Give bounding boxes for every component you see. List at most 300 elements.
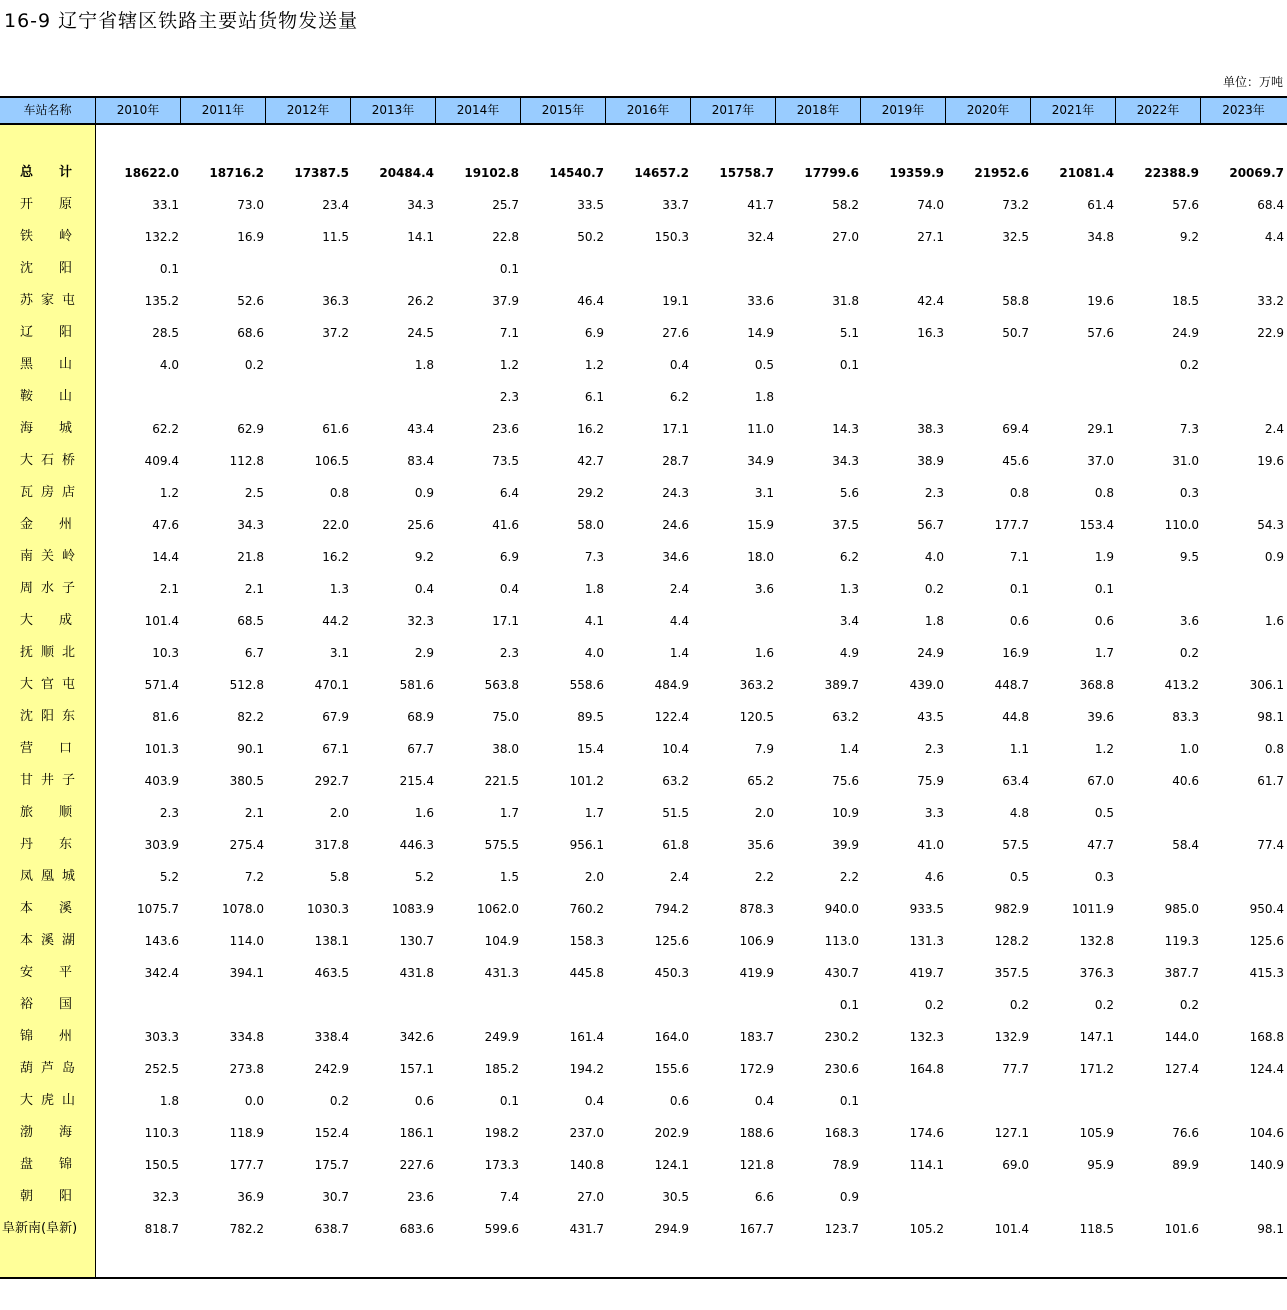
value-cell: 0.2 <box>924 582 944 596</box>
value-cell: 58.8 <box>1002 294 1029 308</box>
table-row <box>0 541 1287 573</box>
header-year: 2012年 <box>266 98 351 123</box>
value-cell: 2.0 <box>754 806 774 820</box>
value-cell: 10.4 <box>662 742 689 756</box>
value-cell <box>604 989 689 1021</box>
value-cell: 121.8 <box>739 1158 774 1172</box>
value-cell: 21.8 <box>237 550 264 564</box>
value-cell: 37.9 <box>492 294 519 308</box>
value-cell: 19.6 <box>1257 454 1284 468</box>
table-row <box>0 861 1287 893</box>
value-cell: 57.5 <box>1002 838 1029 852</box>
value-cell: 114.0 <box>229 934 264 948</box>
value-cell: 14.4 <box>152 550 179 564</box>
station-name-text: 黑 山 <box>20 357 73 372</box>
value-cell: 37.2 <box>322 326 349 340</box>
value-cell: 0.9 <box>1264 550 1284 564</box>
station-name <box>0 541 96 573</box>
value-cell <box>1199 349 1284 381</box>
header-station: 车站名称 <box>0 98 96 123</box>
value-cell: 22.9 <box>1257 326 1284 340</box>
value-cell: 6.1 <box>584 390 604 404</box>
value-cell: 342.4 <box>144 966 179 980</box>
value-cell: 599.6 <box>484 1222 519 1236</box>
value-cell <box>519 989 604 1021</box>
value-cell: 0.9 <box>414 486 434 500</box>
value-cell: 1.9 <box>1094 550 1114 564</box>
value-cell <box>944 253 1029 285</box>
value-cell: 101.2 <box>569 774 604 788</box>
station-name <box>0 1213 96 1245</box>
value-cell: 0.3 <box>1094 870 1114 884</box>
value-cell: 23.4 <box>322 198 349 212</box>
value-cell: 1.2 <box>584 358 604 372</box>
value-cell: 2.5 <box>244 486 264 500</box>
value-cell: 2.3 <box>924 742 944 756</box>
station-name <box>0 445 96 477</box>
value-cell: 38.3 <box>917 422 944 436</box>
value-cell: 101.6 <box>1164 1222 1199 1236</box>
value-cell: 878.3 <box>739 902 774 916</box>
station-name-text: 大官屯 <box>20 677 84 692</box>
value-cell: 1.6 <box>754 646 774 660</box>
value-cell: 0.2 <box>924 998 944 1012</box>
value-cell: 73.0 <box>237 198 264 212</box>
value-cell <box>1114 253 1199 285</box>
value-cell: 230.6 <box>824 1062 859 1076</box>
value-cell: 44.8 <box>1002 710 1029 724</box>
total-row <box>0 157 1287 189</box>
value-cell: 45.6 <box>1002 454 1029 468</box>
value-cell: 0.3 <box>1179 486 1199 500</box>
value-cell: 2.4 <box>669 582 689 596</box>
table-row <box>0 605 1287 637</box>
table-row <box>0 573 1287 605</box>
value-cell: 2.0 <box>584 870 604 884</box>
value-cell: 138.1 <box>314 934 349 948</box>
table-header <box>0 96 1287 125</box>
value-cell: 0.2 <box>1179 998 1199 1012</box>
value-cell: 34.9 <box>747 454 774 468</box>
value-cell <box>434 989 519 1021</box>
value-cell: 2.4 <box>1264 422 1284 436</box>
station-name <box>0 477 96 509</box>
value-cell: 0.8 <box>1094 486 1114 500</box>
value-cell: 4.1 <box>584 614 604 628</box>
value-cell: 34.8 <box>1087 230 1114 244</box>
value-cell: 39.6 <box>1087 710 1114 724</box>
value-cell: 0.6 <box>1094 614 1114 628</box>
value-cell: 58.4 <box>1172 838 1199 852</box>
value-cell: 16.2 <box>577 422 604 436</box>
value-cell: 78.9 <box>832 1158 859 1172</box>
value-cell <box>1029 1085 1114 1117</box>
value-cell: 147.1 <box>1079 1030 1114 1044</box>
table-row <box>0 957 1287 989</box>
table-row <box>0 1021 1287 1053</box>
value-cell: 76.6 <box>1172 1126 1199 1140</box>
value-cell: 32.3 <box>152 1190 179 1204</box>
value-cell: 132.3 <box>909 1030 944 1044</box>
station-name <box>0 893 96 925</box>
header-year: 2017年 <box>691 98 776 123</box>
table-row <box>0 221 1287 253</box>
table-row <box>0 1213 1287 1245</box>
value-cell: 120.5 <box>739 710 774 724</box>
station-name <box>0 349 96 381</box>
station-name-text: 朝 阳 <box>20 1189 73 1204</box>
value-cell: 110.0 <box>1164 518 1199 532</box>
value-cell: 450.3 <box>654 966 689 980</box>
value-cell: 221.5 <box>484 774 519 788</box>
value-cell: 3.6 <box>1179 614 1199 628</box>
station-name <box>0 925 96 957</box>
header-year: 2022年 <box>1116 98 1201 123</box>
value-cell: 54.3 <box>1257 518 1284 532</box>
station-name <box>0 1149 96 1181</box>
station-name <box>0 989 96 1021</box>
value-cell: 4.0 <box>584 646 604 660</box>
value-cell: 19.1 <box>662 294 689 308</box>
value-cell: 0.2 <box>244 358 264 372</box>
station-name <box>0 573 96 605</box>
value-cell: 153.4 <box>1079 518 1114 532</box>
value-cell: 303.3 <box>144 1030 179 1044</box>
value-cell: 110.3 <box>144 1126 179 1140</box>
value-cell <box>264 381 349 413</box>
value-cell: 2.2 <box>839 870 859 884</box>
value-cell: 227.6 <box>399 1158 434 1172</box>
value-cell: 33.5 <box>577 198 604 212</box>
value-cell <box>1029 1181 1114 1213</box>
station-name <box>0 1181 96 1213</box>
value-cell: 98.1 <box>1257 1222 1284 1236</box>
table-row <box>0 829 1287 861</box>
table-row <box>0 893 1287 925</box>
value-cell: 0.9 <box>839 1190 859 1204</box>
value-cell: 0.1 <box>1009 582 1029 596</box>
value-cell: 75.6 <box>832 774 859 788</box>
value-cell: 1.3 <box>329 582 349 596</box>
value-cell: 1.6 <box>1264 614 1284 628</box>
value-cell: 28.7 <box>662 454 689 468</box>
value-cell <box>1029 349 1114 381</box>
value-cell: 34.3 <box>237 518 264 532</box>
table-row <box>0 1181 1287 1213</box>
value-cell <box>1114 797 1199 829</box>
value-cell: 67.9 <box>322 710 349 724</box>
value-cell: 33.6 <box>747 294 774 308</box>
value-cell <box>179 989 264 1021</box>
value-cell: 3.6 <box>754 582 774 596</box>
value-cell <box>1199 477 1284 509</box>
value-cell: 7.9 <box>754 742 774 756</box>
value-cell: 7.1 <box>1009 550 1029 564</box>
value-cell: 101.4 <box>994 1222 1029 1236</box>
value-cell: 1.8 <box>159 1094 179 1108</box>
value-cell: 0.8 <box>1009 486 1029 500</box>
value-cell: 2.3 <box>499 390 519 404</box>
value-cell: 982.9 <box>994 902 1029 916</box>
value-cell: 20069.7 <box>1229 166 1284 180</box>
value-cell: 2.1 <box>244 806 264 820</box>
table-bottom-rule <box>0 1277 1287 1279</box>
value-cell: 1078.0 <box>222 902 264 916</box>
station-name-text: 沈阳东 <box>20 709 84 724</box>
value-cell: 2.1 <box>244 582 264 596</box>
value-cell: 242.9 <box>314 1062 349 1076</box>
value-cell: 380.5 <box>229 774 264 788</box>
value-cell: 29.2 <box>577 486 604 500</box>
value-cell <box>689 253 774 285</box>
value-cell: 150.3 <box>654 230 689 244</box>
value-cell: 5.6 <box>839 486 859 500</box>
value-cell: 118.5 <box>1079 1222 1114 1236</box>
station-name-text: 渤 海 <box>20 1125 73 1140</box>
value-cell: 431.8 <box>399 966 434 980</box>
station-name <box>0 733 96 765</box>
value-cell: 31.8 <box>832 294 859 308</box>
value-cell: 1.8 <box>754 390 774 404</box>
value-cell <box>689 989 774 1021</box>
header-year: 2018年 <box>776 98 861 123</box>
value-cell: 104.6 <box>1249 1126 1284 1140</box>
value-cell: 75.0 <box>492 710 519 724</box>
value-cell: 27.0 <box>577 1190 604 1204</box>
station-name <box>0 1053 96 1085</box>
value-cell: 123.7 <box>824 1222 859 1236</box>
value-cell: 0.4 <box>669 358 689 372</box>
station-name-text: 辽 阳 <box>20 325 73 340</box>
value-cell: 940.0 <box>824 902 859 916</box>
value-cell: 0.1 <box>499 262 519 276</box>
value-cell: 571.4 <box>144 678 179 692</box>
value-cell: 7.3 <box>584 550 604 564</box>
value-cell: 1.4 <box>669 646 689 660</box>
station-name-text: 大石桥 <box>20 453 84 468</box>
value-cell: 42.7 <box>577 454 604 468</box>
value-cell: 19359.9 <box>889 166 944 180</box>
value-cell: 18.5 <box>1172 294 1199 308</box>
value-cell <box>179 253 264 285</box>
value-cell <box>1114 861 1199 893</box>
value-cell: 52.6 <box>237 294 264 308</box>
station-name <box>0 157 96 189</box>
value-cell: 357.5 <box>994 966 1029 980</box>
value-cell: 168.3 <box>824 1126 859 1140</box>
station-name <box>0 861 96 893</box>
value-cell: 4.4 <box>669 614 689 628</box>
value-cell <box>944 349 1029 381</box>
header-year: 2010年 <box>96 98 181 123</box>
value-cell: 782.2 <box>229 1222 264 1236</box>
value-cell: 69.0 <box>1002 1158 1029 1172</box>
value-cell: 175.7 <box>314 1158 349 1172</box>
value-cell: 0.8 <box>329 486 349 500</box>
value-cell: 249.9 <box>484 1030 519 1044</box>
value-cell: 1.4 <box>839 742 859 756</box>
value-cell: 33.7 <box>662 198 689 212</box>
value-cell: 18.0 <box>747 550 774 564</box>
table-row <box>0 989 1287 1021</box>
value-cell: 0.0 <box>244 1094 264 1108</box>
value-cell: 128.2 <box>994 934 1029 948</box>
value-cell: 14.1 <box>407 230 434 244</box>
value-cell: 36.3 <box>322 294 349 308</box>
value-cell: 2.4 <box>669 870 689 884</box>
value-cell: 1062.0 <box>477 902 519 916</box>
value-cell: 0.1 <box>499 1094 519 1108</box>
value-cell: 89.5 <box>577 710 604 724</box>
value-cell: 22388.9 <box>1144 166 1199 180</box>
value-cell: 132.9 <box>994 1030 1029 1044</box>
value-cell: 2.0 <box>329 806 349 820</box>
value-cell: 445.8 <box>569 966 604 980</box>
value-cell: 150.5 <box>144 1158 179 1172</box>
value-cell <box>774 253 859 285</box>
value-cell: 81.6 <box>152 710 179 724</box>
station-name <box>0 413 96 445</box>
value-cell: 15758.7 <box>719 166 774 180</box>
value-cell: 16.2 <box>322 550 349 564</box>
value-cell <box>944 1181 1029 1213</box>
value-cell: 41.7 <box>747 198 774 212</box>
value-cell: 50.7 <box>1002 326 1029 340</box>
value-cell: 368.8 <box>1079 678 1114 692</box>
station-name <box>0 605 96 637</box>
value-cell: 140.8 <box>569 1158 604 1172</box>
station-name <box>0 957 96 989</box>
value-cell: 342.6 <box>399 1030 434 1044</box>
value-cell: 188.6 <box>739 1126 774 1140</box>
value-cell: 0.6 <box>669 1094 689 1108</box>
value-cell: 294.9 <box>654 1222 689 1236</box>
table-row <box>0 925 1287 957</box>
value-cell: 19102.8 <box>464 166 519 180</box>
station-name <box>0 1117 96 1149</box>
station-name <box>0 221 96 253</box>
value-cell: 0.4 <box>584 1094 604 1108</box>
value-cell: 19.6 <box>1087 294 1114 308</box>
station-name-text: 鞍 山 <box>20 389 73 404</box>
value-cell: 6.6 <box>754 1190 774 1204</box>
value-cell: 463.5 <box>314 966 349 980</box>
value-cell: 61.7 <box>1257 774 1284 788</box>
station-name-text: 阜新南(阜新) <box>2 1221 78 1236</box>
value-cell: 303.9 <box>144 838 179 852</box>
value-cell: 75.9 <box>917 774 944 788</box>
value-cell: 419.7 <box>909 966 944 980</box>
value-cell: 62.2 <box>152 422 179 436</box>
value-cell: 172.9 <box>739 1062 774 1076</box>
value-cell: 27.1 <box>917 230 944 244</box>
value-cell: 98.1 <box>1257 710 1284 724</box>
value-cell: 132.8 <box>1079 934 1114 948</box>
value-cell: 0.2 <box>1179 646 1199 660</box>
value-cell <box>94 989 179 1021</box>
value-cell: 11.0 <box>747 422 774 436</box>
value-cell: 40.6 <box>1172 774 1199 788</box>
header-year: 2020年 <box>946 98 1031 123</box>
value-cell <box>1199 797 1284 829</box>
station-name-text: 营 口 <box>20 741 73 756</box>
header-year: 2014年 <box>436 98 521 123</box>
value-cell <box>774 381 859 413</box>
value-cell: 57.6 <box>1172 198 1199 212</box>
station-name-text: 锦 州 <box>20 1029 73 1044</box>
value-cell: 37.5 <box>832 518 859 532</box>
value-cell: 0.1 <box>839 1094 859 1108</box>
value-cell: 1.8 <box>584 582 604 596</box>
value-cell: 27.0 <box>832 230 859 244</box>
value-cell: 41.0 <box>917 838 944 852</box>
value-cell: 114.1 <box>909 1158 944 1172</box>
value-cell: 1.3 <box>839 582 859 596</box>
value-cell: 32.5 <box>1002 230 1029 244</box>
value-cell: 15.9 <box>747 518 774 532</box>
station-name <box>0 797 96 829</box>
value-cell: 0.1 <box>1094 582 1114 596</box>
value-cell <box>349 381 434 413</box>
station-name-text: 金 州 <box>20 517 73 532</box>
value-cell: 0.6 <box>1009 614 1029 628</box>
value-cell: 4.8 <box>1009 806 1029 820</box>
value-cell: 173.3 <box>484 1158 519 1172</box>
value-cell: 17.1 <box>662 422 689 436</box>
station-name-text: 本溪湖 <box>20 933 84 948</box>
value-cell: 6.7 <box>244 646 264 660</box>
station-name-text: 旅 顺 <box>20 805 73 820</box>
value-cell: 51.5 <box>662 806 689 820</box>
table-row <box>0 1149 1287 1181</box>
value-cell: 68.6 <box>237 326 264 340</box>
value-cell: 152.4 <box>314 1126 349 1140</box>
value-cell: 74.0 <box>917 198 944 212</box>
value-cell: 317.8 <box>314 838 349 852</box>
value-cell: 6.2 <box>669 390 689 404</box>
value-cell: 34.6 <box>662 550 689 564</box>
value-cell: 0.5 <box>1009 870 1029 884</box>
value-cell: 26.2 <box>407 294 434 308</box>
value-cell: 431.7 <box>569 1222 604 1236</box>
value-cell: 118.9 <box>229 1126 264 1140</box>
value-cell <box>179 381 264 413</box>
value-cell: 37.0 <box>1087 454 1114 468</box>
value-cell: 3.1 <box>754 486 774 500</box>
value-cell: 65.2 <box>747 774 774 788</box>
value-cell: 77.4 <box>1257 838 1284 852</box>
value-cell: 215.4 <box>399 774 434 788</box>
value-cell: 183.7 <box>739 1030 774 1044</box>
value-cell: 106.9 <box>739 934 774 948</box>
value-cell: 0.4 <box>754 1094 774 1108</box>
value-cell: 89.9 <box>1172 1158 1199 1172</box>
value-cell: 394.1 <box>229 966 264 980</box>
value-cell: 415.3 <box>1249 966 1284 980</box>
value-cell: 23.6 <box>492 422 519 436</box>
value-cell: 5.2 <box>159 870 179 884</box>
value-cell: 1.5 <box>499 870 519 884</box>
station-name-text: 本 溪 <box>20 901 73 916</box>
unit-label: 单位：万吨 <box>1222 75 1283 89</box>
value-cell: 164.0 <box>654 1030 689 1044</box>
value-cell: 1030.3 <box>307 902 349 916</box>
value-cell <box>604 253 689 285</box>
value-cell <box>1199 381 1284 413</box>
value-cell <box>264 349 349 381</box>
table-row <box>0 669 1287 701</box>
value-cell: 17.1 <box>492 614 519 628</box>
